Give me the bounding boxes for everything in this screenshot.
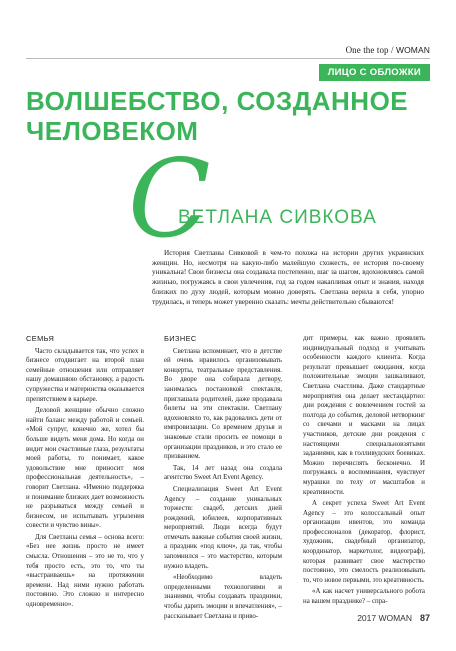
paragraph: «Необходимо владеть определенными технологиями и знаниями, чтобы создавать праздники, чтобы дарить эмоции и впечатления», – рассказывает Светлана и приво- bbox=[164, 574, 282, 620]
paragraph: Специализация Sweet Art Event Agency – создание уникальных торжеств: свадеб, детских дней рождений, юбилеев, корпоративных мероприятий. Люди всегда будут отмечать важные события своей жизни, а праздник «под ключ», да так, чтобы запомнился – это мастерство, которым нужно владеть. bbox=[164, 485, 282, 570]
page-footer bbox=[357, 613, 430, 623]
footer-issue: 2017 WOMAN bbox=[357, 613, 412, 623]
intro-paragraph: История Светланы Сивковой в чем-то похожа на истории других украинских женщин. Но, несмотря на какую-либо малейшую схожесть, ее история по-своему уникальна! Свои бизнесы она создавала постепенно, шаг за шагом, вдохновляясь самой жизнью, погружаясь в свои увлечения, год за годом накапливая опыт и знания, находя близких по духу людей, которым можно доверять. Светлана верила в себя, упорно трудилась, и теперь может уверенно сказать: мечты действительно сбываются! bbox=[152, 249, 424, 306]
title-line-1: ВОЛШЕБСТВО, СОЗДАННОЕ bbox=[26, 86, 409, 116]
decorative-initial: С bbox=[128, 137, 211, 262]
article-title bbox=[26, 86, 436, 146]
page-number: 87 bbox=[419, 613, 430, 623]
column-heading-family: СЕМЬЯ bbox=[26, 334, 55, 343]
magazine-name: WOMAN bbox=[395, 45, 430, 55]
column-continued bbox=[303, 334, 425, 609]
paragraph: Для Светланы семья – основа всего: «Без нее жизнь просто не имеет смысла. Отношения – это не то, что у тебя просто есть, это то, что ты «выстраиваешь» на протяжении времени. Над ними нужно работать постоянно. Это сложно и интересно одновременно». bbox=[26, 533, 144, 609]
column-business bbox=[164, 334, 282, 623]
paragraph: А секрет успеха Sweet Art Event Agency – это колоссальный опыт организации ивентов, это команда профессионалов (декоратор, флорист, художник, свадебный организатор, координатор, маркетолог, видеограф), которая развивает свое мастерство постоянно, это смелость реализовывать то, что новое первыми, это креативность. bbox=[303, 500, 425, 584]
running-header bbox=[346, 45, 430, 55]
magazine-prefix: One the top bbox=[345, 45, 389, 55]
paragraph: Так, 14 лет назад она создала агентство Sweet Art Event Agency. bbox=[164, 464, 282, 482]
paragraph: дит примеры, как важно проявлять индивидуальный подход и учитывать особенности каждого клиента. Когда результат превышает ожидания, когда положительные эмоции зашкаливают, Светлана счастлива. Даже стандартные мероприятия она делает нестандартно: дни рождения с вовлечением гостей за полгода до события, деловой нетворкинг со свечами и масками на лицах участников, детские дни рождения с настоящими специальновзятыми заданиями, как в голливудских боевиках. Можно перечислять бесконечно. И погружаясь в воспоминания, чувствует мурашки по телу от масштабов и креативности. bbox=[303, 335, 425, 496]
paragraph: Светлана вспоминает, что в детстве ей очень нравилось организовывать концерты, театральные представления. Во дворе она собирала детвору, занималась постановкой спектакля, приглашала родителей, даже продавала билеты на эти спектакли. Светлану вдохновляло то, как радовались дети от импровизации. Со временем друзья и знакомые стали просить ее помощи в организации праздников, и это стало ее призванием. bbox=[164, 347, 282, 461]
column-heading-business: БИЗНЕС bbox=[164, 334, 197, 343]
paragraph: «А как насчет универсального робота на вашем празднике? – спра- bbox=[303, 588, 425, 606]
paragraph: Деловой женщине обычно сложно найти баланс между работой и семьей. «Мой супруг, конечно же, хотел бы больше видеть меня дома. Но когда он видит мои счастливые глаза, результаты моей работы, то понимает, какое удовольствие мне приносит моя профессиональная деятельность», – говорит Светлана. «Именно поддержка и понимание близких дает возможность не разрываться между семьей и бизнесом, не испытывать угрызения совести и чувство вины». bbox=[26, 407, 144, 530]
section-tag: ЛИЦО С ОБЛОЖКИ bbox=[319, 64, 430, 81]
paragraph: Часто складывается так, что успех в бизнесе отодвигает на второй план семейные отношения или отправляет нашу домашнюю обстановку, а радость супружества и материнства оказывается препятствием в карьере. bbox=[26, 347, 144, 403]
header-separator: / bbox=[388, 45, 396, 55]
person-name: ВЕТЛАНА СИВКОВА bbox=[178, 207, 377, 228]
title-line-2: ЧЕЛОВЕКОМ bbox=[26, 116, 199, 146]
column-family bbox=[26, 334, 144, 612]
header-rule bbox=[26, 58, 430, 59]
